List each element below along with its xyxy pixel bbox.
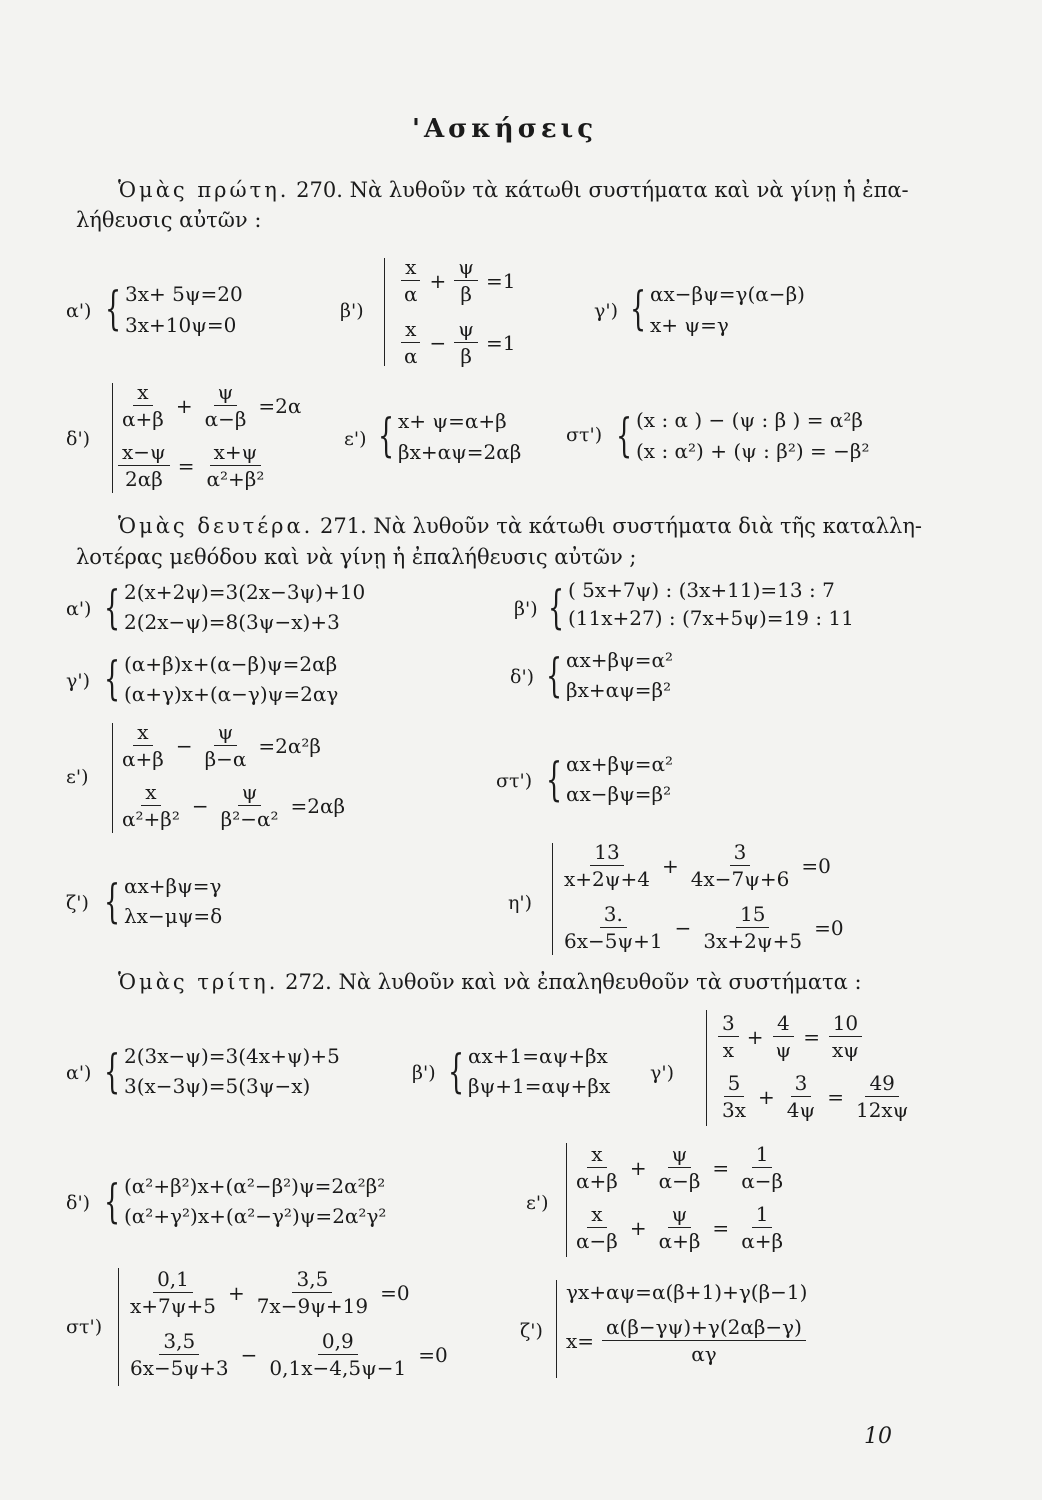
group3-heading: Ὁμὰς τρίτη. [118,970,279,994]
ex271-b-eq2: (11x+27) : (7x+5ψ)=19 : 11 [568,606,854,630]
fraction: $\frac{3}{4x-7\psi+6}$ [690,840,790,891]
ex272-a-label: α') [66,1062,92,1084]
ex270-b-label: β') [340,300,364,322]
ex272-c-row2: 5 3x + $\frac{3}{4\psi}$ = $\frac{49}{12x\psi}$ [718,1072,912,1121]
fraction: 5 3x [722,1071,747,1122]
ex272-a-eq1: 2(3x−ψ)=3(4x+ψ)+5 [124,1044,340,1068]
fraction: $\frac{3,5}{7x-9\psi+19}$ [256,1267,369,1318]
ex271-st-brace: { [546,752,563,806]
group3-intro [118,970,862,994]
ex270-a-eq2: 3x+10ψ=0 [125,313,237,337]
ex272-d-brace: { [104,1174,121,1228]
ex271-z-label: ζ') [66,892,89,914]
fraction: $\frac{x+\psi}{\text{α²+β²}}$ [206,440,265,491]
fraction: x α+β [122,380,164,431]
fraction: $\frac{15}{3x+2\psi+5}$ [703,902,803,953]
fraction: x α+β [576,1142,618,1193]
ex272-e-label: ε') [526,1192,549,1214]
fraction: $\frac{10}{x\psi}$ [828,1012,863,1061]
ex270-st-brace: { [616,408,633,462]
fraction: $\frac{1}{\alpha+\beta}$ [741,1202,784,1253]
ex271-z-eq2: λx−μψ=δ [124,904,223,928]
ex270-c-eq1: αx−βψ=γ(α−β) [650,282,805,306]
page-number: 10 [864,1424,892,1449]
ex271-d-label: δ') [510,666,535,688]
ex270-b-row2: x α − $\frac{\psi}{\beta}$ =1 [400,318,515,367]
ex270-e-eq2: βx+αψ=2αβ [398,440,522,464]
ex271-c-label: γ') [66,670,90,692]
group2-heading: Ὁμὰς δευτέρα. [118,514,314,538]
ex270-a-label: α') [66,300,92,322]
ex272-z-eq2: x= $\frac{\alpha(\beta-\gamma\psi)+\gamma(2\alpha\beta-\gamma)}{\alpha\gamma}$ [566,1316,806,1365]
ex270-b-brace [384,258,385,366]
group3-text-line1: 272. Νὰ λυθοῦν καὶ νὰ ἐπαληθευθοῦν τὰ συστήματα : [285,970,862,994]
ex272-e-row2: x α−β + $\frac{\psi}{\alpha+\beta}$ = $\frac{1}{\alpha+\beta}$ [572,1203,787,1252]
ex271-c-eq2: (α+γ)x+(α−γ)ψ=2αγ [124,682,339,706]
group1-text-line2: λήθευσις αὐτῶν : [76,208,262,232]
ex270-a-brace: { [105,281,122,335]
ex271-c-brace: { [104,651,121,705]
fraction: 3 x [718,1012,739,1061]
ex272-z-label: ζ') [520,1320,543,1342]
ex272-c-label: γ') [650,1062,674,1084]
ex271-b-brace: { [548,580,565,634]
ex272-b-eq2: βψ+1=αψ+βx [468,1074,611,1098]
ex270-d-label: δ') [66,428,91,450]
fraction: x α+β [122,720,164,771]
ex272-d-eq2: (α²+γ²)x+(α²−γ²)ψ=2α²γ² [124,1204,387,1228]
ex270-st-label: στ') [566,424,603,446]
ex272-b-eq1: αx+1=αψ+βx [468,1044,608,1068]
fraction: $\frac{0,9}{0,1x-4,5\psi-1}$ [269,1329,407,1380]
ex271-h-label: η') [508,892,533,914]
ex271-a-label: α') [66,598,92,620]
fraction: $\frac{\psi}{\alpha+\beta}$ [658,1202,701,1253]
ex272-st-row2: 3,5 6x−5ψ+3 − $\frac{0,9}{0,1x-4,5\psi-1}$ =0 [126,1330,448,1379]
ex272-z-brace [556,1280,557,1378]
ex271-z-brace: { [104,874,121,928]
fraction: $\frac{\psi}{\text{β²−α²}}$ [220,780,279,831]
ex271-d-brace: { [546,648,563,702]
ex270-d-brace [112,383,113,493]
fraction: 3. 6x−5ψ+1 [564,902,663,953]
ex272-a-brace: { [104,1044,121,1098]
ex272-b-label: β') [412,1062,436,1084]
ex270-e-brace: { [378,408,395,462]
ex271-e-row2: x α²+β² − $\frac{\psi}{\text{β²−α²}}$ =2αβ [118,781,345,830]
fraction: $\frac{\psi}{\alpha-\beta}$ [204,380,247,431]
fraction: x α²+β² [122,780,180,831]
ex271-b-eq1: ( 5x+7ψ) : (3x+11)=13 : 7 [568,578,835,602]
fraction: $\frac{x-\psi}{2\alpha\beta}$ [118,441,170,490]
fraction: 0,1 x+7ψ+5 [130,1267,216,1318]
page-title: 'Ασκήσεις [412,114,598,144]
ex272-st-label: στ') [66,1316,103,1338]
ex271-e-brace [112,723,113,833]
ex270-c-label: γ') [594,300,618,322]
ex271-h-row2: 3. 6x−5ψ+1 − $\frac{15}{3x+2\psi+5}$ =0 [560,903,844,952]
ex270-c-eq2: x+ ψ=γ [650,313,729,337]
ex271-d-eq2: βx+αψ=β² [566,678,672,702]
ex272-b-brace: { [448,1044,465,1098]
fraction: x α [400,256,422,305]
ex272-e-brace [566,1143,567,1257]
ex272-st-row1: 0,1 x+7ψ+5 + $\frac{3,5}{7x-9\psi+19}$ =0 [126,1268,410,1317]
fraction: $\frac{3}{4\psi}$ [786,1071,816,1122]
group2-text-line1: 271. Νὰ λυθοῦν τὰ κάτωθι συστήματα διὰ τῆς καταλλη- [320,514,923,538]
ex270-e-label: ε') [344,428,367,450]
ex270-st-eq2: (x : α²) + (ψ : β²) = −β² [636,439,870,463]
group2-intro [118,514,922,538]
fraction: $\frac{\psi}{\beta}$ [454,256,478,305]
ex271-b-label: β') [514,598,538,620]
ex271-st-label: στ') [496,770,533,792]
ex271-d-eq1: αx+βψ=α² [566,648,674,672]
group1-text-line1: 270. Νὰ λυθοῦν τὰ κάτωθι συστήματα καὶ νὰ γίνῃ ἡ ἐπα- [296,178,909,202]
fraction: $\frac{4}{\psi}$ [772,1012,796,1061]
fraction: $\frac{49}{12x\psi}$ [855,1071,909,1122]
ex271-e-label: ε') [66,766,89,788]
ex270-c-brace: { [630,281,647,335]
fraction: $\frac{\psi}{\beta-\alpha}$ [204,720,247,771]
ex271-z-eq1: αx+βψ=γ [124,874,222,898]
ex271-h-brace [552,843,553,955]
fraction: 3,5 6x−5ψ+3 [130,1329,229,1380]
fraction: $\frac{1}{\alpha-\beta}$ [741,1142,784,1193]
fraction: $\frac{\psi}{\alpha-\beta}$ [658,1142,701,1193]
ex272-c-row1: 3 x + $\frac{4}{\psi}$ = $\frac{10}{x\psi}$ [718,1012,863,1061]
ex270-a-eq1: 3x+ 5ψ=20 [125,282,243,306]
fraction: $\frac{\psi}{\beta}$ [454,318,478,367]
fraction: x α [400,318,422,367]
ex272-a-eq2: 3(x−3ψ)=5(3ψ−x) [124,1074,311,1098]
fraction: x α−β [576,1202,618,1253]
ex271-e-row1: x α+β − $\frac{\psi}{\beta-\alpha}$ =2α²β [118,721,321,770]
fraction: $\frac{\alpha(\beta-\gamma\psi)+\gamma(2\alpha\beta-\gamma)}{\alpha\gamma}$ [602,1316,806,1365]
ex272-z-eq1: γx+αψ=α(β+1)+γ(β−1) [566,1280,808,1304]
ex270-st-eq1: (x : α ) − (ψ : β ) = α²β [636,408,863,432]
ex271-a-eq1: 2(x+2ψ)=3(2x−3ψ)+10 [124,580,366,604]
ex270-d-row2: $\frac{x-\psi}{2\alpha\beta}$ = $\frac{x+\psi}{\text{α²+β²}}$ [118,441,268,490]
group2-text-line2: λοτέρας μεθόδου καὶ νὰ γίνῃ ἡ ἐπαλήθευσις αὐτῶν ; [76,545,637,569]
ex272-e-row1: x α+β + $\frac{\psi}{\alpha-\beta}$ = $\frac{1}{\alpha-\beta}$ [572,1143,787,1192]
ex272-c-brace [706,1010,707,1126]
ex270-b-row1: x α + $\frac{\psi}{\beta}$ =1 [400,256,515,305]
ex271-st-eq1: αx+βψ=α² [566,752,674,776]
ex270-d-row1: x α+β + $\frac{\psi}{\alpha-\beta}$ =2α [118,381,301,430]
ex271-c-eq1: (α+β)x+(α−β)ψ=2αβ [124,652,338,676]
ex271-a-eq2: 2(2x−ψ)=8(3ψ−x)+3 [124,610,340,634]
ex272-st-brace [118,1268,119,1386]
ex270-e-eq1: x+ ψ=α+β [398,409,507,433]
ex271-st-eq2: αx−βψ=β² [566,782,672,806]
ex272-d-label: δ') [66,1192,91,1214]
group1-intro [118,178,909,202]
group1-heading: Ὁμὰς πρώτη. [118,178,290,202]
ex271-a-brace: { [104,580,121,634]
fraction: 13 x+2ψ+4 [564,840,650,891]
ex271-h-row1: 13 x+2ψ+4 + $\frac{3}{4x-7\psi+6}$ =0 [560,841,831,890]
ex272-d-eq1: (α²+β²)x+(α²−β²)ψ=2α²β² [124,1174,386,1198]
